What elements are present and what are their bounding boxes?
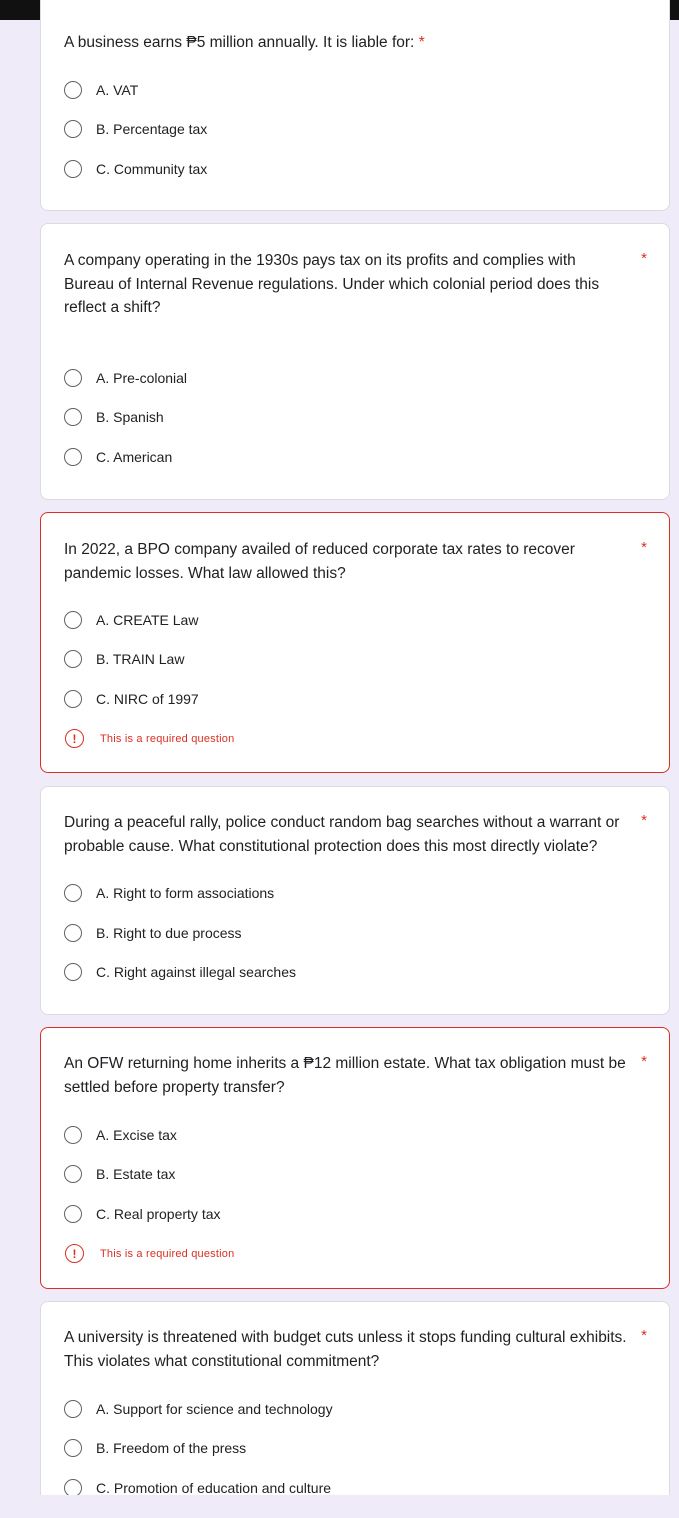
option-right-against-illegal-searches[interactable] [64, 961, 296, 983]
required-error [65, 1244, 234, 1263]
required-error [65, 729, 234, 748]
question-text: A company operating in the 1930s pays tax on its profits and complies with Bureau of Internal Revenue regulations. Under which colonial period does this reflect a shift? [64, 252, 600, 316]
option-right-to-due-process[interactable] [64, 922, 242, 944]
option-pre-colonial[interactable] [64, 367, 187, 389]
option-label: A. VAT [96, 82, 139, 98]
option-american[interactable] [64, 446, 172, 468]
radio-button[interactable] [64, 160, 82, 178]
option-right-to-form-associations[interactable] [64, 882, 274, 904]
radio-button[interactable] [64, 369, 82, 387]
option-label: C. NIRC of 1997 [96, 691, 199, 707]
radio-button[interactable] [64, 81, 82, 99]
question-card-3 [40, 512, 670, 773]
option-label: B. TRAIN Law [96, 651, 185, 667]
required-asterisk: * [418, 34, 425, 51]
radio-button[interactable] [64, 963, 82, 981]
radio-button[interactable] [64, 690, 82, 708]
option-vat[interactable] [64, 79, 138, 101]
option-label: C. Community tax [96, 161, 208, 177]
radio-button[interactable] [64, 611, 82, 629]
question-text: In 2022, a BPO company availed of reduced corporate tax rates to recover pandemic losses. What law allowed this? [64, 541, 575, 582]
option-label: B. Freedom of the press [96, 1440, 247, 1456]
error-icon: ! [65, 1244, 84, 1263]
required-asterisk: * [641, 539, 647, 556]
question-card-2 [40, 223, 670, 500]
option-create-law[interactable] [64, 609, 198, 631]
option-label: A. Pre-colonial [96, 370, 188, 386]
option-label: C. American [96, 449, 173, 465]
radio-button[interactable] [64, 884, 82, 902]
radio-button[interactable] [64, 408, 82, 426]
option-label: A. Right to form associations [96, 885, 275, 901]
radio-button[interactable] [64, 1205, 82, 1223]
radio-button[interactable] [64, 448, 82, 466]
radio-button[interactable] [64, 1400, 82, 1418]
option-label: C. Right against illegal searches [96, 964, 296, 980]
option-freedom-of-press[interactable] [64, 1437, 246, 1459]
option-estate-tax[interactable] [64, 1163, 175, 1185]
option-percentage-tax[interactable] [64, 118, 207, 140]
option-label: C. Real property tax [96, 1206, 221, 1222]
error-text: This is a required question [100, 732, 235, 745]
option-community-tax[interactable] [64, 158, 207, 180]
radio-button[interactable] [64, 1165, 82, 1183]
option-label: A. Support for science and technology [96, 1401, 333, 1417]
option-education-and-culture[interactable] [64, 1477, 331, 1495]
option-nirc-1997[interactable] [64, 688, 199, 710]
radio-button[interactable] [64, 120, 82, 138]
error-text: This is a required question [100, 1247, 235, 1260]
radio-button[interactable] [64, 1126, 82, 1144]
option-excise-tax[interactable] [64, 1124, 177, 1146]
option-label: A. CREATE Law [96, 612, 199, 628]
question-card-6 [40, 1301, 670, 1495]
option-label: B. Right to due process [96, 925, 242, 941]
required-asterisk: * [641, 812, 647, 829]
error-icon: ! [65, 729, 84, 748]
option-support-science-technology[interactable] [64, 1398, 333, 1420]
question-card-4 [40, 786, 670, 1015]
option-label: B. Spanish [96, 409, 164, 425]
option-train-law[interactable] [64, 648, 184, 670]
radio-button[interactable] [64, 650, 82, 668]
option-label: A. Excise tax [96, 1127, 177, 1143]
radio-button[interactable] [64, 1479, 82, 1495]
option-label: C. Promotion of education and culture [96, 1480, 332, 1495]
question-text: A university is threatened with budget cuts unless it stops funding cultural exhibits. This violates what constitutional commitment? [64, 1329, 627, 1370]
radio-button[interactable] [64, 1439, 82, 1457]
question-card-1 [40, 0, 670, 211]
required-asterisk: * [641, 1327, 647, 1344]
option-spanish[interactable] [64, 406, 164, 428]
radio-button[interactable] [64, 924, 82, 942]
question-text: An OFW returning home inherits a ₱12 million estate. What tax obligation must be settled before property transfer? [64, 1055, 626, 1096]
option-real-property-tax[interactable] [64, 1203, 221, 1225]
question-text: During a peaceful rally, police conduct random bag searches without a warrant or probable cause. What constitutional protection does this most directly violate? [64, 814, 620, 855]
question-text: A business earns ₱5 million annually. It is liable for: * [64, 34, 425, 51]
required-asterisk: * [641, 1053, 647, 1070]
option-label: B. Estate tax [96, 1166, 176, 1182]
question-card-5 [40, 1027, 670, 1289]
required-asterisk: * [641, 250, 647, 267]
option-label: B. Percentage tax [96, 121, 208, 137]
